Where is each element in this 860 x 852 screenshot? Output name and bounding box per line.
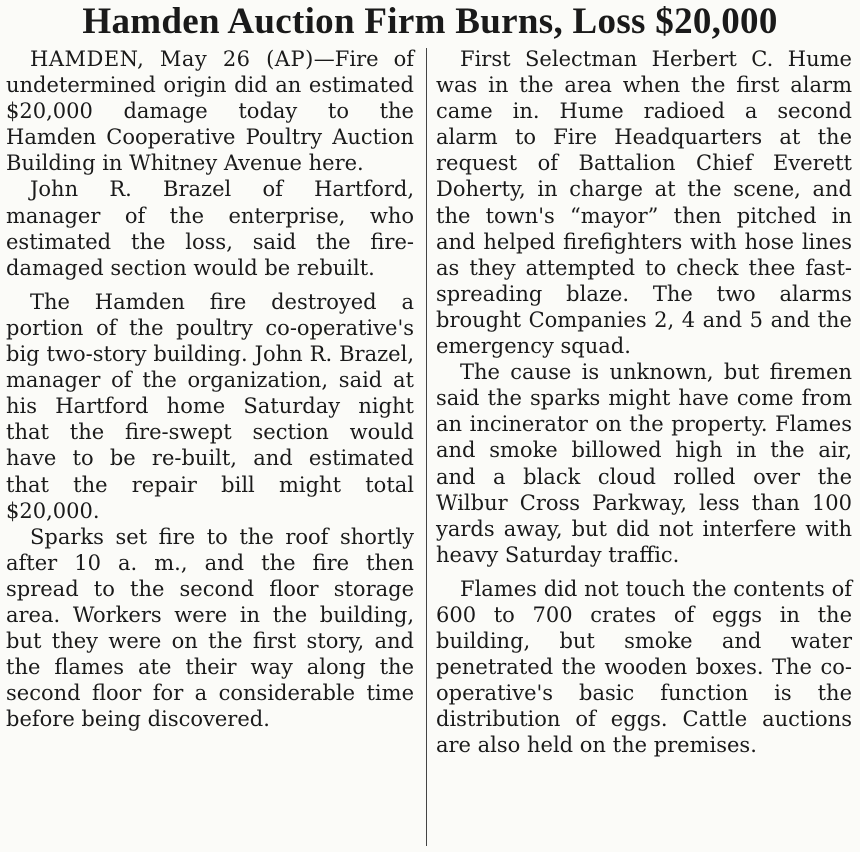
article-column-right [436, 46, 852, 759]
article-paragraph: John R. Brazel of Hartford, manager of the enterprise, who estimated the loss, said the fire-damaged section would be rebuilt. [6, 177, 414, 280]
article-paragraph: First Selectman Herbert C. Hume was in the area when the first alarm came in. Hume radioed a second alarm to Fire Headquarters at the request of Battalion Chief Everett Doherty, in charge at the scene, and the town's “mayor” then pitched in and helped firefighters with hose lines as they attempted to check thee fast-spreading blaze. The two alarms brought Companies 2, 4 and 5 and the emergency squad. [436, 47, 852, 359]
article-paragraph: Flames did not touch the contents of 600 to 700 crates of eggs in the building, but smoke and water penetrated the wooden boxes. The co-operative's basic function is the distribution of eggs. Cattle auctions are also held on the premises. [436, 576, 852, 758]
article-paragraph: Sparks set fire to the roof shortly after 10 a. m., and the fire then spread to the second floor storage area. Workers were in the building, but they were on the first story, and the flames ate their way along the second floor for a considerable time before being discovered. [6, 524, 414, 732]
article-column-left [6, 46, 414, 732]
dateline: HAMDEN, May 26 (AP) [30, 47, 314, 71]
article-paragraph [6, 46, 414, 176]
headline: Hamden Auction Firm Burns, Loss $20,000 [82, 1, 778, 42]
article-paragraph: The Hamden fire destroyed a portion of the poultry co-operative's big two-story building. John R. Brazel, manager of the organization, said at his Hartford home Saturday night that the fire-swept section would have to be re-built, and estimated that the repair bill might total $20,000. [6, 289, 414, 523]
paragraph-text: —Fire of undetermined origin did an estimated $20,000 damage today to the Hamden Cooperative Poultry Auction Building in Whitney Avenue here. [6, 47, 414, 176]
column-divider [426, 48, 427, 846]
article-paragraph: The cause is unknown, but firemen said the sparks might have come from an incinerator on the property. Flames and smoke billowed high in the air, and a black cloud rolled over the Wilbur Cross Parkway, less than 100 yards away, but did not interfere with heavy Saturday traffic. [436, 360, 852, 567]
